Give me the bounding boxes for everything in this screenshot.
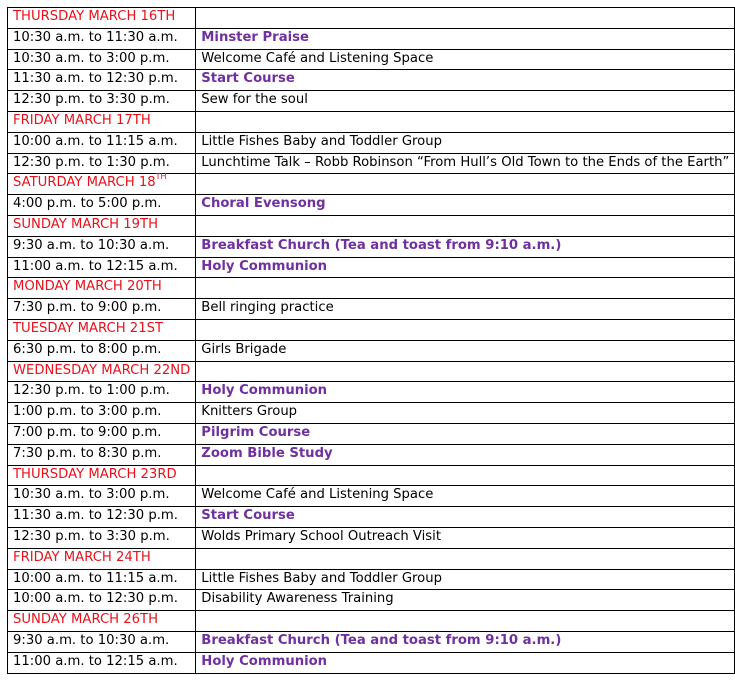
event-row — [8, 423, 735, 444]
event-row — [8, 444, 735, 465]
day-date — [8, 215, 196, 236]
day-header-row — [8, 361, 735, 382]
day-date-text: WEDNESDAY MARCH 22ND — [13, 362, 191, 378]
event-title: Start Course — [196, 70, 735, 91]
event-title: Wolds Primary School Outreach Visit — [196, 527, 735, 548]
day-blank-cell — [196, 611, 735, 632]
event-title: Little Fishes Baby and Toddler Group — [196, 132, 735, 153]
event-time: 1:00 p.m. to 3:00 p.m. — [8, 403, 196, 424]
event-time: 9:30 a.m. to 10:30 a.m. — [8, 236, 196, 257]
event-time: 10:30 a.m. to 3:00 p.m. — [8, 49, 196, 70]
event-row — [8, 590, 735, 611]
event-title: Breakfast Church (Tea and toast from 9:10 a.m.) — [196, 631, 735, 652]
day-date — [8, 111, 196, 132]
day-blank-cell — [196, 465, 735, 486]
event-time: 12:30 p.m. to 1:00 p.m. — [8, 382, 196, 403]
event-time: 11:30 a.m. to 12:30 p.m. — [8, 507, 196, 528]
day-header-row — [8, 319, 735, 340]
event-time: 11:00 a.m. to 12:15 a.m. — [8, 257, 196, 278]
event-row — [8, 486, 735, 507]
event-row — [8, 195, 735, 216]
event-title: Choral Evensong — [196, 195, 735, 216]
day-date-text: THURSDAY MARCH 16TH — [13, 9, 176, 24]
day-header-row — [8, 174, 735, 195]
day-blank-cell — [196, 174, 735, 195]
day-blank-cell — [196, 548, 735, 569]
day-date-text: THURSDAY MARCH 23RD — [13, 466, 177, 482]
event-title: Sew for the soul — [196, 91, 735, 112]
event-row — [8, 340, 735, 361]
event-time: 10:00 a.m. to 11:15 a.m. — [8, 569, 196, 590]
event-title: Welcome Café and Listening Space — [196, 49, 735, 70]
event-time: 7:30 p.m. to 9:00 p.m. — [8, 299, 196, 320]
event-row — [8, 652, 735, 673]
day-blank-cell — [196, 8, 735, 29]
day-date-text: SUNDAY MARCH 19TH — [13, 216, 159, 232]
day-date — [8, 278, 196, 299]
day-header-row — [8, 465, 735, 486]
event-time: 9:30 a.m. to 10:30 a.m. — [8, 631, 196, 652]
day-date-text: SUNDAY MARCH 26TH — [13, 612, 159, 628]
day-date — [8, 361, 196, 382]
event-row — [8, 28, 735, 49]
day-date-text: TUESDAY MARCH 21ST — [13, 320, 164, 336]
day-date — [8, 465, 196, 486]
day-header-row — [8, 611, 735, 632]
day-blank-cell — [196, 278, 735, 299]
day-date-text: FRIDAY MARCH 17TH — [13, 112, 151, 128]
event-title: Start Course — [196, 507, 735, 528]
event-time: 12:30 p.m. to 3:30 p.m. — [8, 527, 196, 548]
event-title: Holy Communion — [196, 652, 735, 673]
day-date-text: FRIDAY MARCH 24TH — [13, 549, 151, 565]
event-row — [8, 91, 735, 112]
event-title: Pilgrim Course — [196, 423, 735, 444]
event-title: Breakfast Church (Tea and toast from 9:10 a.m.) — [196, 236, 735, 257]
event-title: Lunchtime Talk – Robb Robinson “From Hull’s Old Town to the Ends of the Earth” — [196, 153, 735, 174]
event-title: Holy Communion — [196, 382, 735, 403]
event-time: 12:30 p.m. to 3:30 p.m. — [8, 91, 196, 112]
day-date — [8, 319, 196, 340]
schedule-table — [7, 7, 735, 674]
event-time: 6:30 p.m. to 8:00 p.m. — [8, 340, 196, 361]
event-time: 7:30 p.m. to 8:30 p.m. — [8, 444, 196, 465]
event-row — [8, 403, 735, 424]
schedule-body — [8, 8, 735, 674]
event-time: 7:00 p.m. to 9:00 p.m. — [8, 423, 196, 444]
day-header-row — [8, 278, 735, 299]
event-title: Girls Brigade — [196, 340, 735, 361]
event-row — [8, 507, 735, 528]
event-time: 10:30 a.m. to 11:30 a.m. — [8, 28, 196, 49]
event-row — [8, 299, 735, 320]
day-date-text: SATURDAY MARCH 18 — [13, 175, 156, 191]
day-blank-cell — [196, 319, 735, 340]
event-row — [8, 153, 735, 174]
day-blank-cell — [196, 111, 735, 132]
event-time: 11:00 a.m. to 12:15 a.m. — [8, 652, 196, 673]
day-header-row — [8, 111, 735, 132]
event-row — [8, 631, 735, 652]
day-date — [8, 611, 196, 632]
event-time: 10:30 a.m. to 3:00 p.m. — [8, 486, 196, 507]
day-date-text: MONDAY MARCH 20TH — [13, 279, 162, 295]
event-time: 12:30 p.m. to 1:30 p.m. — [8, 153, 196, 174]
event-title: Zoom Bible Study — [196, 444, 735, 465]
day-date — [8, 548, 196, 569]
event-row — [8, 132, 735, 153]
day-header-row — [8, 8, 735, 29]
day-date — [8, 174, 196, 195]
day-blank-cell — [196, 215, 735, 236]
event-row — [8, 49, 735, 70]
event-title: Disability Awareness Training — [196, 590, 735, 611]
day-blank-cell — [196, 361, 735, 382]
event-title: Knitters Group — [196, 403, 735, 424]
event-row — [8, 527, 735, 548]
event-title: Little Fishes Baby and Toddler Group — [196, 569, 735, 590]
event-time: 10:00 a.m. to 11:15 a.m. — [8, 132, 196, 153]
event-row — [8, 70, 735, 91]
day-header-row — [8, 215, 735, 236]
event-row — [8, 257, 735, 278]
day-date — [8, 8, 196, 29]
event-time: 11:30 a.m. to 12:30 p.m. — [8, 70, 196, 91]
event-row — [8, 382, 735, 403]
event-title: Holy Communion — [196, 257, 735, 278]
event-title: Minster Praise — [196, 28, 735, 49]
event-row — [8, 569, 735, 590]
event-time: 10:00 a.m. to 12:30 p.m. — [8, 590, 196, 611]
event-title: Bell ringing practice — [196, 299, 735, 320]
event-title: Welcome Café and Listening Space — [196, 486, 735, 507]
event-time: 4:00 p.m. to 5:00 p.m. — [8, 195, 196, 216]
event-row — [8, 236, 735, 257]
day-date-suffix: TH — [155, 172, 167, 182]
day-header-row — [8, 548, 735, 569]
